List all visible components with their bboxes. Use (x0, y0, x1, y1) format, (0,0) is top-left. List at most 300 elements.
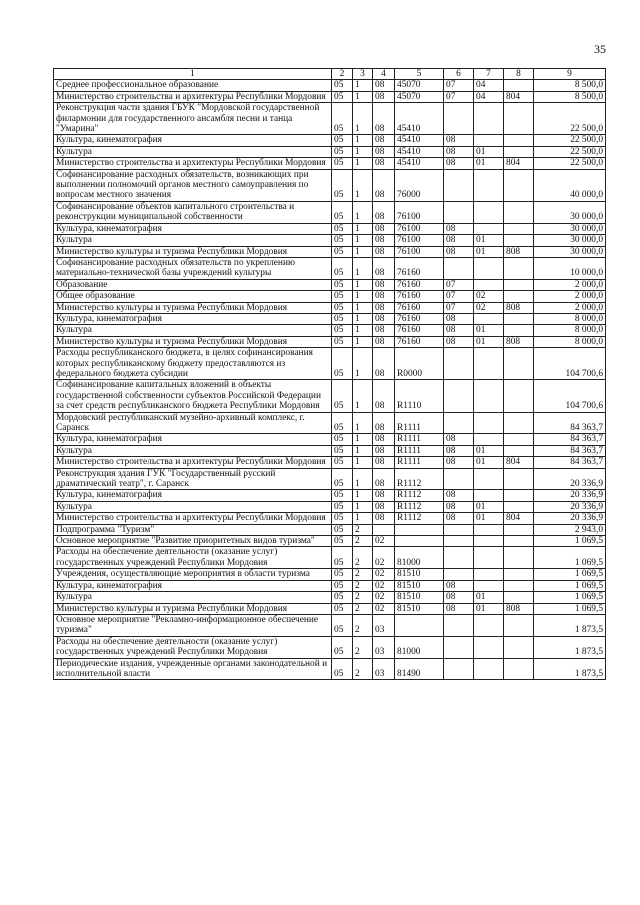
cell-code-6: 08 (444, 592, 474, 603)
row-name: Культура (54, 325, 332, 336)
cell-code-6: 08 (444, 135, 474, 146)
cell-code-3: 2 (353, 524, 373, 535)
cell-code-3: 1 (353, 380, 373, 412)
cell-code-2: 05 (332, 513, 353, 524)
cell-code-7: 04 (474, 91, 504, 102)
cell-code-5: 76160 (395, 302, 444, 313)
cell-code-3: 2 (353, 580, 373, 591)
cell-code-7 (474, 412, 504, 434)
cell-code-6 (444, 468, 474, 490)
cell-code-4: 02 (373, 569, 395, 580)
cell-code-6 (444, 201, 474, 223)
cell-amount: 104 700,6 (534, 348, 606, 380)
cell-code-3: 2 (353, 536, 373, 547)
cell-code-6: 07 (444, 302, 474, 313)
cell-code-8: 804 (504, 158, 534, 169)
row-name: Культура (54, 592, 332, 603)
table-row (54, 291, 606, 302)
cell-code-2: 05 (332, 91, 353, 102)
cell-code-2: 05 (332, 325, 353, 336)
table-row (54, 468, 606, 490)
cell-code-6: 08 (444, 457, 474, 468)
table-row (54, 302, 606, 313)
cell-code-8 (504, 291, 534, 302)
cell-code-7 (474, 257, 504, 279)
cell-code-3: 1 (353, 501, 373, 512)
cell-code-2: 05 (332, 457, 353, 468)
cell-code-2: 05 (332, 279, 353, 290)
cell-code-4: 08 (373, 103, 395, 135)
cell-code-7: 01 (474, 246, 504, 257)
cell-code-2: 05 (332, 246, 353, 257)
cell-code-6 (444, 380, 474, 412)
cell-code-7: 02 (474, 291, 504, 302)
cell-amount: 20 336,9 (534, 490, 606, 501)
cell-amount: 1 069,5 (534, 536, 606, 547)
cell-code-2: 05 (332, 80, 353, 91)
cell-code-2: 05 (332, 434, 353, 445)
cell-code-3: 1 (353, 302, 373, 313)
cell-code-4: 08 (373, 135, 395, 146)
cell-code-8: 804 (504, 91, 534, 102)
cell-code-6: 08 (444, 246, 474, 257)
cell-code-8 (504, 313, 534, 324)
cell-amount: 8 500,0 (534, 91, 606, 102)
cell-amount: 1 873,5 (534, 658, 606, 680)
cell-code-7 (474, 434, 504, 445)
cell-code-4: 08 (373, 291, 395, 302)
cell-code-2: 05 (332, 146, 353, 157)
table-row (54, 91, 606, 102)
table-row (54, 235, 606, 246)
cell-code-6 (444, 524, 474, 535)
cell-code-5: 76160 (395, 257, 444, 279)
cell-code-6 (444, 257, 474, 279)
cell-code-3: 1 (353, 279, 373, 290)
cell-code-4: 02 (373, 536, 395, 547)
cell-code-6: 07 (444, 291, 474, 302)
cell-code-7: 01 (474, 146, 504, 157)
cell-code-5: R1112 (395, 490, 444, 501)
cell-amount: 40 000,0 (534, 169, 606, 201)
table-row (54, 658, 606, 680)
cell-code-6 (444, 103, 474, 135)
row-name: Периодические издания, учрежденные органами законодательной и исполнительной власти (54, 658, 332, 680)
cell-code-2: 05 (332, 291, 353, 302)
cell-code-5: R1111 (395, 412, 444, 434)
cell-code-8 (504, 169, 534, 201)
cell-code-2: 05 (332, 468, 353, 490)
cell-code-6: 08 (444, 235, 474, 246)
cell-code-4: 08 (373, 380, 395, 412)
cell-code-8 (504, 445, 534, 456)
table-row (54, 201, 606, 223)
table-row (54, 434, 606, 445)
cell-amount: 22 500,0 (534, 103, 606, 135)
cell-code-3: 1 (353, 434, 373, 445)
cell-code-8: 808 (504, 246, 534, 257)
cell-code-6: 08 (444, 603, 474, 614)
cell-code-3: 1 (353, 135, 373, 146)
row-name: Культура, кинематография (54, 490, 332, 501)
cell-code-5: R1112 (395, 513, 444, 524)
cell-code-3: 1 (353, 201, 373, 223)
table-row (54, 501, 606, 512)
cell-code-3: 1 (353, 257, 373, 279)
cell-amount: 30 000,0 (534, 246, 606, 257)
cell-code-5: 45070 (395, 80, 444, 91)
cell-amount: 84 363,7 (534, 434, 606, 445)
table-row (54, 246, 606, 257)
table-row (54, 457, 606, 468)
cell-amount: 22 500,0 (534, 158, 606, 169)
cell-amount: 30 000,0 (534, 223, 606, 234)
cell-code-4: 02 (373, 603, 395, 614)
cell-code-3: 1 (353, 223, 373, 234)
cell-code-4: 08 (373, 146, 395, 157)
cell-code-5: 76160 (395, 279, 444, 290)
row-name: Министерство строительства и архитектуры Республики Мордовия (54, 158, 332, 169)
cell-code-8 (504, 80, 534, 91)
budget-table (53, 68, 606, 680)
cell-code-5: R1111 (395, 457, 444, 468)
cell-code-5 (395, 536, 444, 547)
cell-code-2: 05 (332, 235, 353, 246)
row-name: Подпрограмма "Туризм" (54, 524, 332, 535)
column-header: 3 (353, 69, 373, 80)
cell-code-7 (474, 279, 504, 290)
cell-code-8 (504, 547, 534, 569)
cell-code-8 (504, 536, 534, 547)
cell-code-6 (444, 547, 474, 569)
table-row (54, 279, 606, 290)
cell-code-5: 76160 (395, 313, 444, 324)
cell-code-3: 2 (353, 636, 373, 658)
cell-code-8 (504, 434, 534, 445)
cell-code-6: 08 (444, 445, 474, 456)
cell-code-4: 08 (373, 445, 395, 456)
table-row (54, 158, 606, 169)
cell-code-7: 01 (474, 158, 504, 169)
row-name: Софинансирование капитальных вложений в объекты государственной собственности субъектов Российской Федерации за счет средств республиканского бюджета Республики Мордовия (54, 380, 332, 412)
cell-amount: 8 500,0 (534, 80, 606, 91)
cell-code-6 (444, 348, 474, 380)
cell-amount: 10 000,0 (534, 257, 606, 279)
table-row (54, 603, 606, 614)
cell-code-8 (504, 569, 534, 580)
cell-code-7 (474, 169, 504, 201)
cell-code-2: 05 (332, 490, 353, 501)
cell-code-7: 01 (474, 592, 504, 603)
column-header: 6 (444, 69, 474, 80)
cell-code-4: 02 (373, 580, 395, 591)
cell-code-3: 2 (353, 658, 373, 680)
cell-code-6: 08 (444, 313, 474, 324)
cell-code-8 (504, 380, 534, 412)
cell-code-8: 808 (504, 603, 534, 614)
row-name: Софинансирование расходных обязательств, возникающих при выполнении полномочий органов местного самоуправления по вопросам местного значения (54, 169, 332, 201)
cell-code-6: 08 (444, 434, 474, 445)
row-name: Министерство строительства и архитектуры Республики Мордовия (54, 513, 332, 524)
cell-code-2: 05 (332, 536, 353, 547)
row-name: Министерство культуры и туризма Республики Мордовия (54, 302, 332, 313)
cell-code-3: 1 (353, 80, 373, 91)
cell-code-2: 05 (332, 257, 353, 279)
table-row (54, 636, 606, 658)
cell-code-7 (474, 524, 504, 535)
cell-code-8 (504, 580, 534, 591)
cell-code-4: 02 (373, 547, 395, 569)
row-name: Культура, кинематография (54, 313, 332, 324)
cell-code-8 (504, 592, 534, 603)
cell-code-4: 08 (373, 80, 395, 91)
cell-code-5: 81510 (395, 603, 444, 614)
cell-code-3: 2 (353, 569, 373, 580)
cell-code-7 (474, 614, 504, 636)
cell-code-2: 05 (332, 412, 353, 434)
cell-code-3: 1 (353, 235, 373, 246)
cell-code-4: 03 (373, 636, 395, 658)
column-header: 4 (373, 69, 395, 80)
column-header: 7 (474, 69, 504, 80)
cell-code-4: 08 (373, 412, 395, 434)
cell-code-2: 05 (332, 547, 353, 569)
cell-code-2: 05 (332, 658, 353, 680)
cell-amount: 84 363,7 (534, 412, 606, 434)
cell-code-4: 08 (373, 336, 395, 347)
cell-code-8: 808 (504, 302, 534, 313)
column-header: 1 (54, 69, 332, 80)
cell-code-7: 01 (474, 501, 504, 512)
cell-code-5 (395, 614, 444, 636)
cell-code-2: 05 (332, 223, 353, 234)
cell-code-5: R1111 (395, 434, 444, 445)
cell-code-6: 07 (444, 279, 474, 290)
cell-code-6: 08 (444, 490, 474, 501)
cell-code-2: 05 (332, 103, 353, 135)
cell-code-7 (474, 580, 504, 591)
cell-code-3: 1 (353, 348, 373, 380)
cell-code-8: 804 (504, 457, 534, 468)
cell-code-6 (444, 412, 474, 434)
cell-amount: 30 000,0 (534, 235, 606, 246)
cell-code-7: 01 (474, 513, 504, 524)
cell-amount: 22 500,0 (534, 146, 606, 157)
row-name: Расходы на обеспечение деятельности (оказание услуг) государственных учреждений Республики Мордовия (54, 636, 332, 658)
cell-code-5: 81510 (395, 569, 444, 580)
cell-code-7 (474, 380, 504, 412)
cell-code-4: 08 (373, 235, 395, 246)
row-name: Культура, кинематография (54, 135, 332, 146)
cell-code-8 (504, 103, 534, 135)
cell-code-6 (444, 536, 474, 547)
cell-code-8 (504, 614, 534, 636)
cell-code-7 (474, 636, 504, 658)
cell-code-6: 07 (444, 80, 474, 91)
cell-amount: 30 000,0 (534, 201, 606, 223)
cell-amount: 20 336,9 (534, 468, 606, 490)
row-name: Реконструкция части здания ГБУК "Мордовской государственной филармонии для государственного ансамбля песни и танца "Умарина" (54, 103, 332, 135)
cell-code-7: 01 (474, 336, 504, 347)
row-name: Министерство строительства и архитектуры Республики Мордовия (54, 457, 332, 468)
cell-code-6: 08 (444, 325, 474, 336)
table-row (54, 325, 606, 336)
cell-code-8 (504, 468, 534, 490)
cell-code-8 (504, 235, 534, 246)
cell-code-7: 02 (474, 302, 504, 313)
cell-code-2: 05 (332, 501, 353, 512)
column-header: 5 (395, 69, 444, 80)
cell-code-4: 08 (373, 257, 395, 279)
row-name: Культура (54, 445, 332, 456)
cell-code-8 (504, 135, 534, 146)
row-name: Культура, кинематография (54, 223, 332, 234)
cell-code-4: 08 (373, 246, 395, 257)
cell-code-3: 1 (353, 313, 373, 324)
cell-code-6: 08 (444, 146, 474, 157)
cell-amount: 8 000,0 (534, 313, 606, 324)
cell-code-7 (474, 490, 504, 501)
cell-code-3: 1 (353, 246, 373, 257)
table-row (54, 513, 606, 524)
cell-code-5: 76100 (395, 201, 444, 223)
table-row (54, 223, 606, 234)
row-name: Культура (54, 501, 332, 512)
cell-code-4: 08 (373, 279, 395, 290)
cell-code-3: 1 (353, 336, 373, 347)
cell-amount: 20 336,9 (534, 501, 606, 512)
cell-code-3: 1 (353, 490, 373, 501)
cell-code-7 (474, 547, 504, 569)
cell-code-3: 1 (353, 91, 373, 102)
cell-code-3: 2 (353, 603, 373, 614)
table-row (54, 313, 606, 324)
cell-code-3: 1 (353, 325, 373, 336)
cell-code-7: 01 (474, 235, 504, 246)
cell-code-2: 05 (332, 169, 353, 201)
cell-code-8 (504, 257, 534, 279)
table-row (54, 103, 606, 135)
cell-code-8 (504, 524, 534, 535)
cell-amount: 1 069,5 (534, 580, 606, 591)
cell-code-5: R1112 (395, 501, 444, 512)
cell-code-6: 08 (444, 501, 474, 512)
cell-code-6 (444, 636, 474, 658)
cell-code-7: 01 (474, 603, 504, 614)
cell-code-8 (504, 490, 534, 501)
cell-code-3: 1 (353, 468, 373, 490)
cell-code-4: 08 (373, 91, 395, 102)
cell-code-8 (504, 348, 534, 380)
cell-amount: 8 000,0 (534, 336, 606, 347)
cell-code-7: 01 (474, 325, 504, 336)
cell-code-4: 02 (373, 592, 395, 603)
cell-code-5: 76100 (395, 223, 444, 234)
table-row (54, 146, 606, 157)
table-row (54, 348, 606, 380)
cell-code-8 (504, 146, 534, 157)
column-header: 2 (332, 69, 353, 80)
cell-code-7 (474, 223, 504, 234)
cell-code-5: 76160 (395, 325, 444, 336)
cell-amount: 1 069,5 (534, 569, 606, 580)
cell-code-8 (504, 501, 534, 512)
cell-code-6: 08 (444, 336, 474, 347)
cell-code-6: 08 (444, 580, 474, 591)
page-number: 35 (594, 42, 606, 56)
row-name: Среднее профессиональное образование (54, 80, 332, 91)
row-name: Общее образование (54, 291, 332, 302)
table-row (54, 257, 606, 279)
table-row (54, 80, 606, 91)
table-row (54, 524, 606, 535)
cell-code-2: 05 (332, 603, 353, 614)
cell-code-5 (395, 524, 444, 535)
cell-code-3: 1 (353, 103, 373, 135)
table-row (54, 135, 606, 146)
row-name: Министерство культуры и туризма Республики Мордовия (54, 246, 332, 257)
cell-code-2: 05 (332, 524, 353, 535)
cell-code-3: 1 (353, 291, 373, 302)
cell-code-6: 08 (444, 513, 474, 524)
cell-code-3: 1 (353, 445, 373, 456)
cell-code-2: 05 (332, 380, 353, 412)
row-name: Образование (54, 279, 332, 290)
cell-code-4: 08 (373, 348, 395, 380)
cell-code-8: 804 (504, 513, 534, 524)
cell-code-4: 03 (373, 614, 395, 636)
row-name: Министерство культуры и туризма Республики Мордовия (54, 603, 332, 614)
cell-code-7 (474, 135, 504, 146)
cell-code-7 (474, 468, 504, 490)
table-row (54, 412, 606, 434)
cell-code-4: 03 (373, 658, 395, 680)
cell-code-3: 2 (353, 547, 373, 569)
cell-amount: 8 000,0 (534, 325, 606, 336)
row-name: Софинансирование объектов капитального строительства и реконструкции муниципальной собственности (54, 201, 332, 223)
cell-code-3: 1 (353, 412, 373, 434)
cell-code-5: 76160 (395, 336, 444, 347)
cell-code-5: R1112 (395, 468, 444, 490)
cell-code-3: 2 (353, 614, 373, 636)
cell-code-2: 05 (332, 135, 353, 146)
cell-code-4: 08 (373, 169, 395, 201)
table-row (54, 536, 606, 547)
cell-code-4: 08 (373, 302, 395, 313)
cell-code-4: 08 (373, 313, 395, 324)
row-name: Учреждения, осуществляющие мероприятия в области туризма (54, 569, 332, 580)
cell-code-5: 45410 (395, 146, 444, 157)
header-row (54, 69, 606, 80)
table-row (54, 569, 606, 580)
cell-code-5: 76100 (395, 246, 444, 257)
cell-code-4: 08 (373, 325, 395, 336)
cell-code-7: 01 (474, 457, 504, 468)
cell-code-5: 45410 (395, 135, 444, 146)
cell-code-6 (444, 169, 474, 201)
cell-code-5: 45070 (395, 91, 444, 102)
cell-code-6: 07 (444, 91, 474, 102)
cell-code-5: 76100 (395, 235, 444, 246)
cell-code-7 (474, 658, 504, 680)
cell-amount: 84 363,7 (534, 457, 606, 468)
cell-code-7: 01 (474, 445, 504, 456)
cell-amount: 84 363,7 (534, 445, 606, 456)
cell-code-2: 05 (332, 592, 353, 603)
cell-amount: 1 873,5 (534, 636, 606, 658)
cell-code-7 (474, 569, 504, 580)
cell-code-4: 08 (373, 513, 395, 524)
